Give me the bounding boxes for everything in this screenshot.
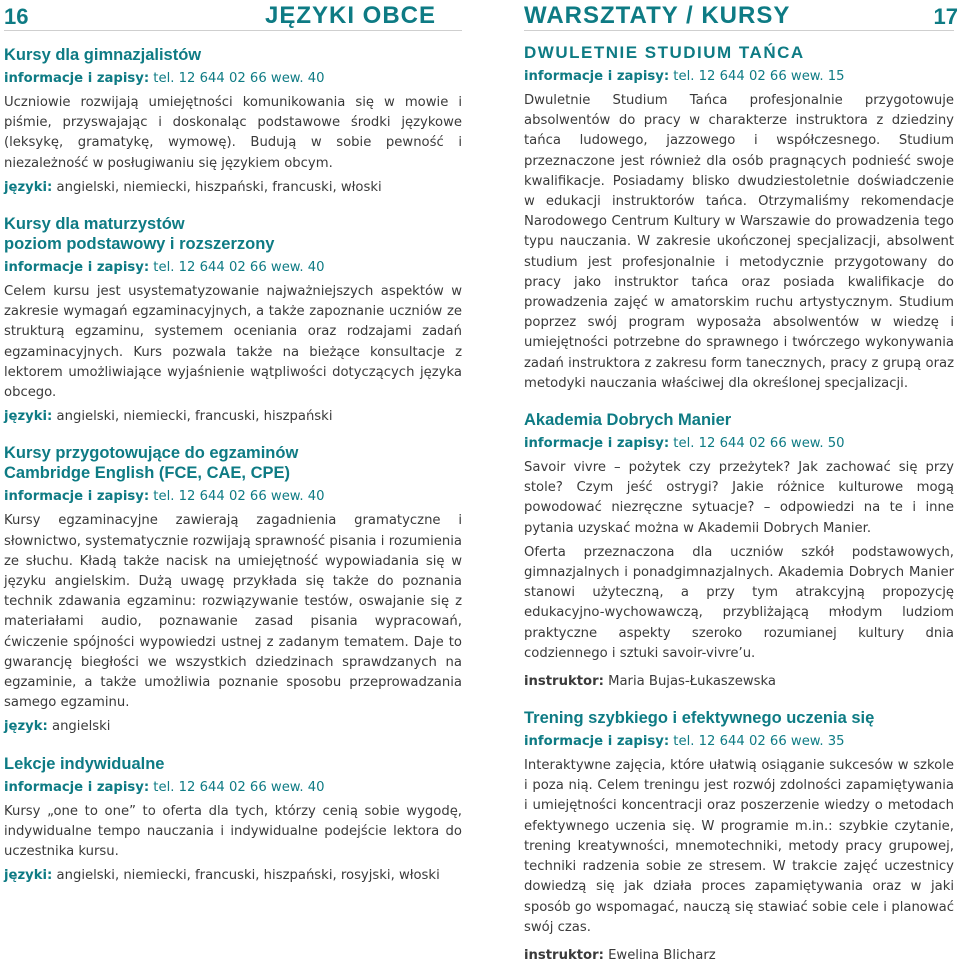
languages-line: języki: angielski, niemiecki, hiszpański, francuski, włoski — [4, 179, 382, 195]
section-title: Kursy przygotowujące do egzaminów Cambridge English (FCE, CAE, CPE) — [4, 443, 462, 483]
contact-info: informacje i zapisy: tel. 12 644 02 66 wew. 50 — [524, 436, 845, 452]
section-lekcje-indywidualne — [4, 754, 462, 887]
section-title: Kursy dla gimnazjalistów — [4, 46, 202, 64]
section-trening-uczenia — [524, 708, 954, 966]
section-paragraph: Oferta przeznaczona dla uczniów szkół podstawowych, gimnazjalnych i ponadgimnazjalnych. Akademia Dobrych Manier stanowi użyteczną, a przy tym atrakcyjną propozycję edukacyjno-wychowawczą, przybliżającą młodym ludziom praktyczne aspekty szeroko rozumianej kultury dnia codziennego i sztuki savoir-vivre’u. — [524, 544, 954, 661]
instructor-line: instruktor: Maria Bujas-Łukaszewska — [524, 674, 776, 690]
section-paragraph: Interaktywne zajęcia, które ułatwią osiąganie sukcesów w szkole i poza nią. Celem treningu jest rozwój zdolności zapamiętywania i umiejętności koncentracji oraz poszerzenie wiedzy o metodach efektywnego uczenia się. W programie m.in.: szybkie czytanie, trening kreatywności, mnemotechniki, metody pracy grupowej, techniki radzenia sobie ze stresem. W trakcie zajęć uczestnicy dowiedzą się jak działa proces zapamiętywania oraz w jaki sposób go wspomagać, nauczą się stawiać sobie cele i planować swój czas. — [524, 758, 954, 935]
contact-info: informacje i zapisy: tel. 12 644 02 66 wew. 15 — [524, 69, 845, 84]
section-studium-tanca — [524, 43, 954, 394]
section-maturzysci — [4, 214, 462, 427]
section-subtitle: poziom podstawowy i rozszerzony — [4, 235, 275, 254]
languages-line: języki: angielski, niemiecki, francuski, hiszpański, rosyjski, włoski — [4, 868, 440, 884]
right-content — [524, 31, 954, 966]
section-paragraph: Celem kursu jest usystematyzowanie najważniejszych aspektów w zakresie wymagań egzaminacyjnych, a także zapoznanie uczniów ze strukturą egzaminu, systemem oceniania oraz rodzajami zadań egzaminacyjnych. Kurs pozwala także na bieżące konsultacje z lektorem umożliwiające wyjaśnienie wątpliwości dotyczących języka obcego. — [4, 284, 462, 401]
left-header — [4, 0, 462, 31]
section-paragraph: Kursy egzaminacyjne zawierają zagadnienia gramatyczne i słownictwo, systematycznie rozwijają sprawność pisania i rozumienia ze słuchu. Kładą także nacisk na umiejętność wypowiadania się w języku angielskim. Dużą uwagę przykłada się także do poznania technik zdawania egzaminu: rozwiązywanie testów, oswajanie się z materiałami audio, poznawanie zasad pisania wypracowań, ćwiczenie spójności wypowiedzi ustnej z zadanym tematem. Daje to gwarancję biegłości we wszystkich dziedzinach sprawdzanych na egzaminie, a także umożliwia poznanie sposobu przeprowadzania samego egzaminu. — [4, 513, 462, 711]
right-page — [524, 0, 958, 964]
languages-line: języki: angielski, niemiecki, francuski, hiszpański — [4, 409, 333, 425]
page-title: WARSZTATY / KURSY — [524, 2, 791, 29]
section-title: Akademia Dobrych Manier — [524, 411, 732, 430]
left-content — [4, 31, 462, 886]
section-paragraph: Uczniowie rozwijają umiejętności komunikowania się w mowie i piśmie, przyswajając i doskonaląc podstawowe środki językowe (leksykę, gramatykę, wymowę). Budują w sobie pewność i niezależność w posługiwaniu się językiem obcym. — [4, 95, 462, 171]
contact-info: informacje i zapisy: tel. 12 644 02 66 wew. 40 — [4, 779, 325, 795]
left-page — [4, 0, 462, 964]
section-title: Kursy dla maturzystów poziom podstawowy i rozszerzony — [4, 214, 462, 254]
section-title: DWULETNIE STUDIUM TAŃCA — [524, 43, 805, 62]
page-title: JĘZYKI OBCE — [264, 2, 436, 29]
section-gimnazjalisci — [4, 45, 462, 198]
section-akademia-dobrych-manier — [524, 410, 954, 692]
contact-info: informacje i zapisy: tel. 12 644 02 66 wew. 35 — [524, 734, 845, 750]
languages-line: język: angielski — [4, 719, 111, 735]
page-number: 16 — [4, 4, 29, 29]
instructor-line: instruktor: Ewelina Blicharz — [524, 947, 716, 963]
section-title: Lekcje indywidualne — [4, 754, 165, 773]
section-paragraph: Dwuletnie Studium Tańca profesjonalnie przygotowuje absolwentów do pracy w charakterze instruktora z dziedziny tańca ludowego, jazzowego i współczesnego. Studium przeznaczone jest również dla osób pragnących podnieść swoje kwalifikacje. Posiadamy blisko dwudziestoletnie doświadczenie w edukacji instruktorów tańca. Otrzymaliśmy rekomendacje Narodowego Centrum Kultury w Warszawie do prowadzenia tego typu nauczania. W zakresie ukończonej specjalizacji, absolwent studium jest profesjonalnie i metodycznie przygotowany do pracy jako instruktor tańca oraz posiada kwalifikacje do prowadzenia zajęć w amatorskim ruchu artystycznym. Studium poprzez swój program wyposaża absolwentów w wiedzę i umiejętności potrzebne do sprawnego i twórczego wykonywania zadań instruktora z zakresu form tanecznych, pracy z grupą oraz metodyki nauczania właściwej dla określonej specjalizacji. — [524, 93, 954, 391]
section-title: Trening szybkiego i efektywnego uczenia się — [524, 709, 875, 728]
contact-info: informacje i zapisy: tel. 12 644 02 66 wew. 40 — [4, 260, 325, 276]
right-header — [524, 0, 958, 31]
section-paragraph: Savoir vivre – pożytek czy przeżytek? Jak zachować się przy stole? Czym jeść ostrygi? Jakie różnice kulturowe mogą powodować niezręczne sytuacje? – odpowiedzi na te i inne pytania uzyskać można w Akademii Dobrych Manier. — [524, 460, 954, 536]
section-cambridge — [4, 443, 462, 737]
contact-info: informacje i zapisy: tel. 12 644 02 66 wew. 40 — [4, 71, 325, 86]
contact-info: informacje i zapisy: tel. 12 644 02 66 wew. 40 — [4, 489, 325, 505]
page-number: 17 — [933, 4, 958, 29]
section-subtitle: Cambridge English (FCE, CAE, CPE) — [4, 464, 291, 483]
section-paragraph: Kursy „one to one” to oferta dla tych, którzy cenią sobie wygodę, indywidualne tempo nauczania i indywidualne podejście lektora do uczestnika kursu. — [4, 803, 462, 860]
